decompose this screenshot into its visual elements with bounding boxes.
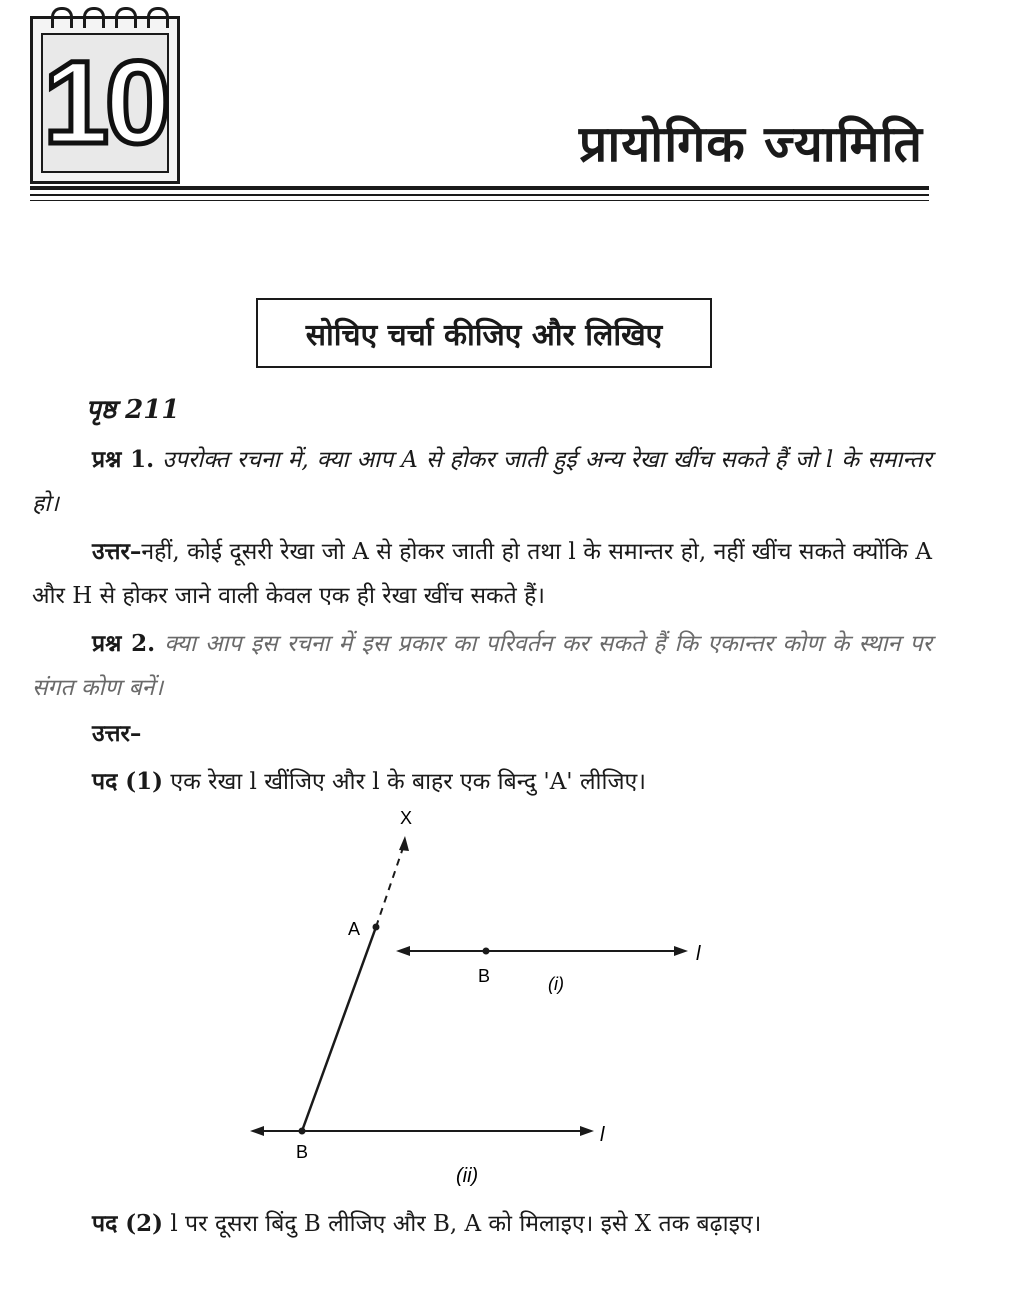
arrowhead-icon (580, 1126, 594, 1136)
question-1-label: प्रश्न 1. (92, 446, 155, 473)
step-2 (92, 1206, 761, 1238)
label-line-l-lower: l (600, 1124, 605, 1146)
label-point-b-upper: B (478, 966, 491, 986)
caption-figure-i: (i) (548, 974, 564, 994)
section-title: सोचिए चर्चा कीजिए और लिखिए (305, 317, 663, 353)
arrowhead-icon (250, 1126, 264, 1136)
label-point-a: A (348, 919, 361, 939)
answer-1-label: उत्तर– (92, 538, 142, 565)
arrowhead-icon (399, 836, 409, 851)
label-line-l-upper: l (696, 943, 701, 965)
question-2-text: क्या आप इस रचना में इस प्रकार का परिवर्तन कर सकते हैं कि एकान्तर कोण के स्थान पर संगत कोण बनें। (32, 631, 932, 701)
chapter-number: 10 (43, 37, 167, 169)
step-2-text: l पर दूसरा बिंदु B लीजिए और B, A को मिलाइए। इसे X तक बढ़ाइए। (170, 1211, 762, 1237)
caption-figure-ii: (ii) (456, 1165, 479, 1187)
step-2-label: पद (2) (92, 1210, 164, 1237)
point-b-upper-dot (483, 948, 490, 955)
point-a-dot (373, 924, 380, 931)
transversal-line (302, 927, 376, 1131)
arrowhead-icon (674, 946, 688, 956)
arrowhead-icon (396, 946, 410, 956)
chapter-title: प्रायोगिक ज्यामिति (578, 114, 923, 173)
label-point-b-lower: B (296, 1142, 309, 1162)
answer-2-label: उत्तर– (92, 720, 142, 747)
step-1-text: एक रेखा l खींजिए और l के बाहर एक बिन्दु 'A' लीजिए। (170, 769, 646, 795)
page-reference: पृष्ठ 211 (86, 395, 180, 425)
question-2-label: प्रश्न 2. (92, 630, 156, 657)
label-point-x: X (400, 808, 413, 828)
question-1-text: उपरोक्त रचना में, क्या आप A से होकर जाती हुई अन्य रेखा खींच सकते हैं जो l के समान्तर हो। (32, 447, 932, 517)
step-1-label: पद (1) (92, 768, 164, 795)
answer-1-text: नहीं, कोई दूसरी रेखा जो A से होकर जाती हो तथा l के समान्तर हो, नहीं खींच सकते क्योंकि A और H से होकर जाने वाली केवल एक ही रेखा खींच सकते हैं। (32, 539, 932, 609)
dashed-extension-line (376, 842, 405, 927)
